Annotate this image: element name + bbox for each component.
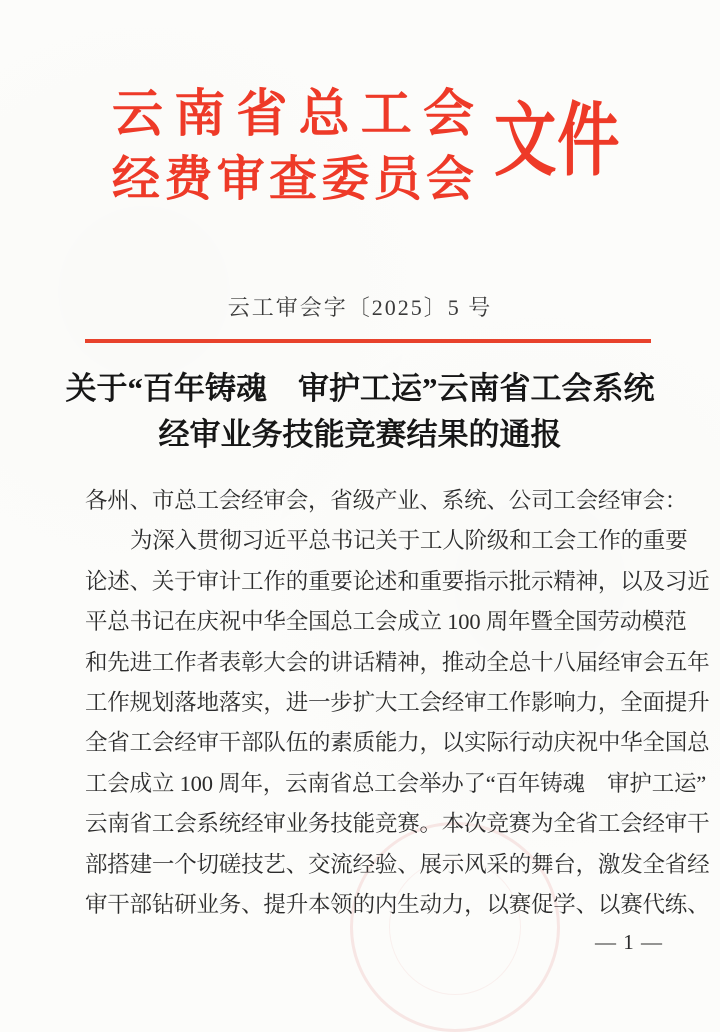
- body-line: 云南省工会系统经审业务技能竞赛。本次竞赛为全省工会经审干: [85, 811, 710, 837]
- body-line: 论述、关于审计工作的重要论述和重要指示批示精神，以及习近: [85, 568, 710, 594]
- body-line: 为深入贯彻习近平总书记关于工人阶级和工会工作的重要: [130, 528, 688, 554]
- letterhead-org-line1: 云南省总工会: [112, 87, 474, 143]
- document-reference-number: 云工审会字〔2025〕5 号: [227, 295, 493, 320]
- body-line: 和先进工作者表彰大会的讲话精神，推动全总十八届经审会五年: [85, 649, 710, 675]
- salutation-line: 各州、市总工会经审会，省级产业、系统、公司工会经审会：: [85, 488, 688, 513]
- body-line: 审干部钻研业务、提升本领的内生动力，以赛促学、以赛代练、: [85, 892, 710, 918]
- body-line: 工作规划落地落实，进一步扩大工会经审工作影响力，全面提升: [85, 690, 710, 716]
- letterhead-doc-type-label: 文件: [494, 98, 621, 186]
- document-title: [40, 366, 680, 458]
- body-line: 工会成立 100 周年，云南省总工会举办了“百年铸魂 审护工运”: [85, 770, 707, 796]
- page-number: — 1 —: [595, 930, 663, 954]
- body-line: 平总书记在庆祝中华全国总工会成立 100 周年暨全国劳动模范: [85, 609, 687, 635]
- document-title-line1: 关于“百年铸魂 审护工运”云南省工会系统: [65, 371, 655, 406]
- document-title-line2: 经审业务技能竞赛结果的通报: [158, 417, 562, 452]
- document-body: [85, 481, 710, 925]
- letterhead-org-name: [112, 82, 474, 212]
- body-line: 全省工会经审干部队伍的素质能力，以实际行动庆祝中华全国总: [85, 730, 710, 756]
- body-line: 部搭建一个切磋技艺、交流经验、展示风采的舞台，激发全省经: [85, 851, 710, 877]
- letterhead-org-line2: 经费审查委员会: [112, 153, 474, 206]
- red-separator-rule: [85, 339, 651, 343]
